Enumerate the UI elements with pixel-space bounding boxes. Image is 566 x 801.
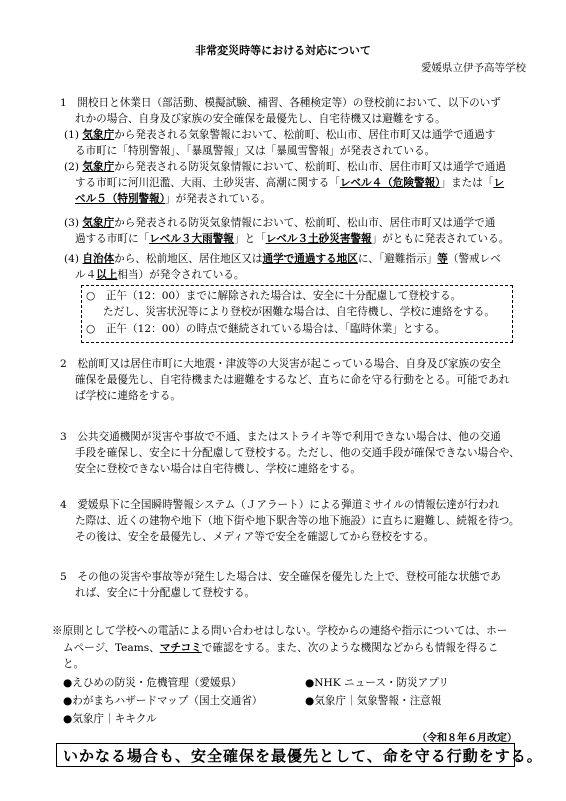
item-4-line-1 (64, 252, 501, 266)
section-3-line-1: 3 公共交通機関が災害や事故で不通、またはストライキ等で利用できない場合は、他の交通 (60, 431, 501, 443)
note-line-3: と。 (63, 658, 85, 670)
commute-area-label: 通学で通過する地区 (262, 253, 358, 265)
item-4-text-1: から、松前地区、居住地区又は (114, 253, 263, 265)
section-5-line-1: 5 その他の災害や事故等が発生した場合は、安全確保を優先した上で、登校可能な状態であ (60, 571, 501, 583)
item-2-text-end: 」が発表されている。 (165, 193, 271, 205)
section-3-line-3: 安全に登校できない場合は自宅待機し、学校に連絡をする。 (75, 463, 362, 475)
info-source-kikikuru[interactable]: ●気象庁｜キキクル (63, 713, 157, 725)
item-4-text-3: （警戒レベ (447, 253, 501, 265)
item-1-source: 気象庁 (82, 129, 115, 141)
item-4-text-4: ル４ (75, 269, 97, 281)
note-text-rest: で確認をする。また、次のような機関などからも情報を得るこ (201, 642, 499, 654)
item-2-line-3 (75, 192, 271, 206)
revision-date: （令和８年６月改定） (417, 733, 517, 744)
item-1-line-1 (64, 128, 495, 142)
item-3-text-pre: 過する市町に「 (75, 233, 150, 245)
school-name: 愛媛県立伊予高等学校 (421, 62, 526, 74)
item-2-source: 気象庁 (82, 161, 115, 173)
box-rule-1-note: ただし、災害状況等により登校が困難な場合は、自宅待機し、学校に連絡をする。 (103, 306, 495, 318)
item-4-text-2: に、「避難指示」 (357, 253, 438, 265)
info-source-ehime-bousai[interactable]: ●えひめの防災・危機管理（愛媛県） (63, 677, 242, 689)
item-3-text: から発表される防災気象情報において、松前町、松山市、居住市町又は通学で通 (114, 217, 496, 229)
item-3-text-end: 」がともに発表されている。 (371, 233, 510, 245)
item-2-line-1 (64, 160, 506, 174)
item-3-line-2 (75, 232, 509, 246)
note-line-1: ※原則として学校への電話による問い合わせはしない。学校からの連絡や指示については、ホー (52, 625, 508, 637)
landslide-warning-label: レベル３土砂災害警報 (265, 233, 372, 245)
heavy-rain-warning-label: レベル３大雨警報 (149, 233, 234, 245)
info-source-nhk-app[interactable]: ●NHK ニュース・防災アプリ (305, 677, 450, 689)
level-5-label-start: レ (493, 177, 505, 189)
item-4-text-5: 相当）が発令されている。 (117, 269, 245, 281)
box-rule-1: ○ 正午（12：00）までに解除された場合は、安全に十分配慮して登校する。 (86, 290, 462, 302)
level-5-label: ベル５（特別警報） (75, 193, 166, 205)
note-line-2 (63, 641, 498, 655)
item-3-text-mid: 」と「 (233, 233, 266, 245)
section-5-line-2: れば、安全に十分配慮して登校する。 (75, 587, 256, 599)
item-4-number: (4) (64, 253, 80, 265)
item-4-source: 自治体 (82, 253, 115, 265)
note-text-pre: ムページ、Teams、 (63, 642, 160, 654)
item-3-line-1 (64, 216, 495, 230)
machicomi-label: マチコミ (159, 642, 202, 654)
section-4-line-2: た際は、近くの建物や地下（地下街や地下駅舎等の地下施設）に直ちに避難し、続報を待つ。 (75, 515, 520, 527)
item-2-text-mid: 」または「 (440, 177, 494, 189)
above-label: 以上 (96, 269, 118, 281)
etc-label: 等 (437, 253, 448, 265)
footer-box (56, 743, 543, 767)
section-1-line-1: 1 開校日と休業日（部活動、模擬試験、補習、各種検定等）の登校前において、以下のいず (60, 97, 501, 109)
box-rule-2: ○ 正午（12：00）の時点で継続されている場合は、「臨時休業」とする。 (86, 323, 446, 335)
section-3-line-2: 手段を確保し、安全に十分配慮して登校する。ただし、他の交通手段が確保できない場合や、 (75, 447, 520, 459)
footer-slogan: いかなる場合も、安全確保を最優先として、命を守る行動をする。 (63, 747, 543, 765)
info-source-jma-warnings[interactable]: ●気象庁｜気象警報・注意報 (305, 695, 442, 707)
item-4-line-2 (75, 268, 245, 282)
item-2-number: (2) (64, 161, 80, 173)
section-1-line-2: れかの場合、自身及び家族の安全確保を最優先し、自宅待機又は避難をする。 (75, 113, 446, 125)
item-2-line-2 (75, 176, 504, 190)
item-1-number: (1) (64, 129, 80, 141)
info-source-hazard-map[interactable]: ●わがまちハザードマップ（国土交通省） (63, 695, 263, 707)
item-2-text-pre: する市町に河川氾濫、大雨、土砂災害、高潮に関する「 (75, 177, 340, 189)
section-2-line-2: 確保を最優先し、自宅待機または避難をするなど、直ちに命を守る行動をとる。可能であれ (75, 374, 510, 386)
item-3-number: (3) (64, 217, 80, 229)
item-1-line-2: る市町に「特別警報」、「暴風警報」又は「暴風雪警報」が発表されている。 (75, 145, 436, 157)
item-1-text: から発表される気象警報において、松前町、松山市、居住市町又は通学で通過す (114, 129, 496, 141)
page-title: 非常変災時等における対応について (195, 44, 371, 57)
section-4-line-1: 4 愛媛県下に全国瞬時警報システム（Ｊアラート）による弾道ミサイルの情報伝達が行われ (60, 499, 500, 511)
section-2-line-3: ば学校に連絡をする。 (75, 390, 181, 402)
section-4-line-3: その後は、安全を最優先し、メディア等で安全を確認してから登校をする。 (75, 531, 435, 543)
section-2-line-1: 2 松前町又は居住市町に大地震・津波等の大災害が起こっている場合、自身及び家族の安全 (60, 358, 501, 370)
item-3-source: 気象庁 (82, 217, 115, 229)
level-4-label: レベル４（危険警報） (339, 177, 441, 189)
item-2-text: から発表される防災気象情報において、松前町、松山市、居住市町又は通学で通過 (114, 161, 506, 173)
